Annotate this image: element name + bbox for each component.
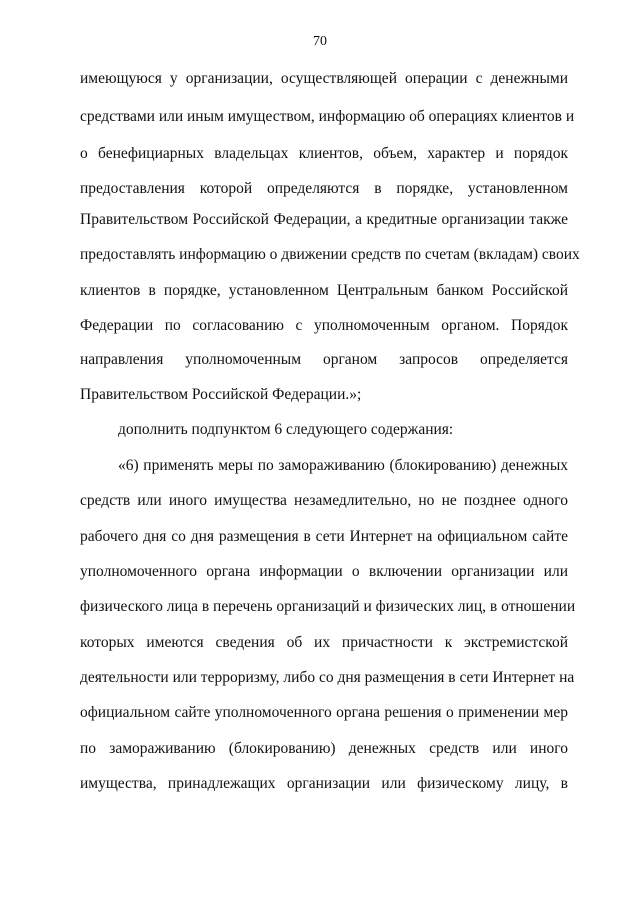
text-line: Правительством Российской Федерации, а кредитные организации также (80, 211, 568, 228)
text-line: имеющуюся у организации, осуществляющей операции с денежными (80, 70, 568, 87)
text-line: средствами или иным имуществом, информацию об операциях клиентов и (80, 108, 575, 125)
text-line: которых имеются сведения об их причастности к экстремистской (80, 634, 568, 651)
text-line: Федерации по согласованию с уполномоченным органом. Порядок (80, 317, 568, 334)
text-line: деятельности или терроризму, либо со дня размещения в сети Интернет на (80, 669, 575, 686)
text-line: официальном сайте уполномоченного органа решения о применении мер (80, 704, 568, 721)
text-line: имущества, принадлежащих организации или физическому лицу, в (80, 775, 568, 792)
page-number: 70 (313, 34, 327, 49)
text-line: по замораживанию (блокированию) денежных средств или иного (80, 740, 568, 757)
text-line: предоставлять информацию о движении средств по счетам (вкладам) своих (80, 246, 580, 263)
text-line: о бенефициарных владельцах клиентов, объем, характер и порядок (80, 145, 568, 162)
text-line: средств или иного имущества незамедлительно, но не позднее одного (80, 492, 568, 509)
text-line: клиентов в порядке, установленном Центральным банком Российской (80, 282, 568, 299)
text-line: уполномоченного органа информации о включении организации или (80, 563, 568, 580)
text-line: рабочего дня со дня размещения в сети Интернет на официальном сайте (80, 528, 568, 545)
text-line: предоставления которой определяются в порядке, установленном (80, 180, 568, 197)
text-line: физического лица в перечень организаций и физических лиц, в отношении (80, 598, 576, 615)
paragraph-line: «6) применять меры по замораживанию (блокированию) денежных (118, 457, 568, 474)
text-line: направления уполномоченным органом запросов определяется (80, 351, 568, 368)
text-line: Правительством Российской Федерации.»; (80, 386, 362, 403)
paragraph-line: дополнить подпунктом 6 следующего содержания: (118, 421, 454, 438)
